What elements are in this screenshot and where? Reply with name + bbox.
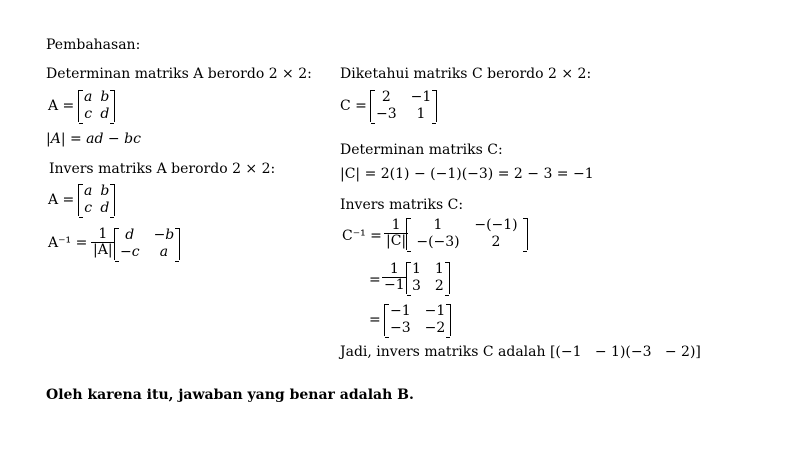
- matrix-a-cell: b: [100, 89, 110, 105]
- a-label: A =: [48, 98, 75, 114]
- det-c-calc: |C| = 2(1) − (−1)(−3) = 2 − 3 = −1: [340, 166, 594, 182]
- matrix-adj-cell: a: [159, 244, 169, 260]
- fraction-numerator: 1: [98, 226, 108, 242]
- matrix-adj-cell: d: [125, 227, 135, 243]
- matrix-a-cell: d: [100, 106, 110, 122]
- inv-a-label: A⁻¹ =: [48, 235, 88, 251]
- matrix-c-adjugate: [406, 218, 528, 250]
- fraction-denominator: |C|: [386, 233, 407, 249]
- matrix-c-inv-cell: −2: [424, 320, 446, 336]
- heading: Pembahasan:: [46, 37, 141, 53]
- matrix-c-adj-cell: −(−3): [416, 234, 460, 250]
- inv-c-fraction-2: [382, 262, 407, 293]
- given-c-title: Diketahui matriks C berordo 2 × 2:: [340, 66, 592, 82]
- matrix-c-step2-cell: 1: [412, 261, 421, 277]
- matrix-c-step2-cell: 1: [434, 261, 444, 277]
- matrix-c-cell: 2: [381, 89, 391, 105]
- matrix-a-cell: a: [84, 183, 93, 199]
- c-label: C =: [340, 98, 367, 114]
- inv-c-title: Invers matriks C:: [340, 197, 464, 213]
- matrix-a-cell: a: [84, 89, 93, 105]
- matrix-c-inv-cell: −1: [424, 303, 446, 319]
- matrix-c-step2-cell: 3: [412, 278, 421, 294]
- matrix-c-cell: −1: [410, 89, 432, 105]
- det-c-title: Determinan matriks C:: [340, 142, 503, 158]
- matrix-a: [78, 90, 115, 122]
- matrix-adj-cell: −b: [153, 227, 175, 243]
- matrix-c-cell: −3: [376, 106, 397, 122]
- conclusion: Jadi, invers matriks C adalah [(−1 − 1)(−3 − 2)]: [340, 344, 701, 360]
- det-a-formula: |A| = ad − bc: [46, 131, 141, 147]
- matrix-c-step2-cell: 2: [434, 278, 444, 294]
- matrix-c-inverse: [384, 304, 451, 336]
- matrix-adjugate: [114, 228, 180, 260]
- matrix-c-inv-cell: −3: [390, 320, 411, 336]
- equals-sign-3: =: [369, 312, 381, 328]
- inv-c-fraction-1: [384, 218, 408, 249]
- matrix-c-cell: 1: [416, 106, 426, 122]
- matrix-a-cell: c: [84, 106, 93, 122]
- matrix-c-adj-cell: 2: [491, 234, 501, 250]
- matrix-c-inv-cell: −1: [390, 303, 411, 319]
- fraction-denominator: |A|: [93, 242, 113, 258]
- equals-sign-2: =: [369, 272, 381, 288]
- inv-a-title: Invers matriks A berordo 2 × 2:: [49, 161, 276, 177]
- matrix-a-cell: b: [100, 183, 110, 199]
- fraction-denominator: −1: [384, 277, 405, 293]
- matrix-c-adj-cell: −(−1): [474, 217, 518, 233]
- matrix-a-cell: c: [84, 200, 93, 216]
- fraction-numerator: 1: [391, 217, 401, 233]
- a2-label: A =: [48, 192, 75, 208]
- matrix-a-cell: d: [100, 200, 110, 216]
- matrix-adj-cell: −c: [120, 244, 140, 260]
- fraction-numerator: 1: [389, 261, 399, 277]
- matrix-c-adj-cell: 1: [433, 217, 443, 233]
- matrix-c-step2: [406, 262, 450, 294]
- matrix-a-repeat: [78, 184, 115, 216]
- matrix-c: [370, 90, 437, 122]
- det-a-title: Determinan matriks A berordo 2 × 2:: [46, 66, 312, 82]
- final-answer: Oleh karena itu, jawaban yang benar adalah B.: [46, 387, 414, 403]
- inv-a-fraction: [91, 227, 115, 258]
- inv-c-label: C⁻¹ =: [342, 228, 382, 244]
